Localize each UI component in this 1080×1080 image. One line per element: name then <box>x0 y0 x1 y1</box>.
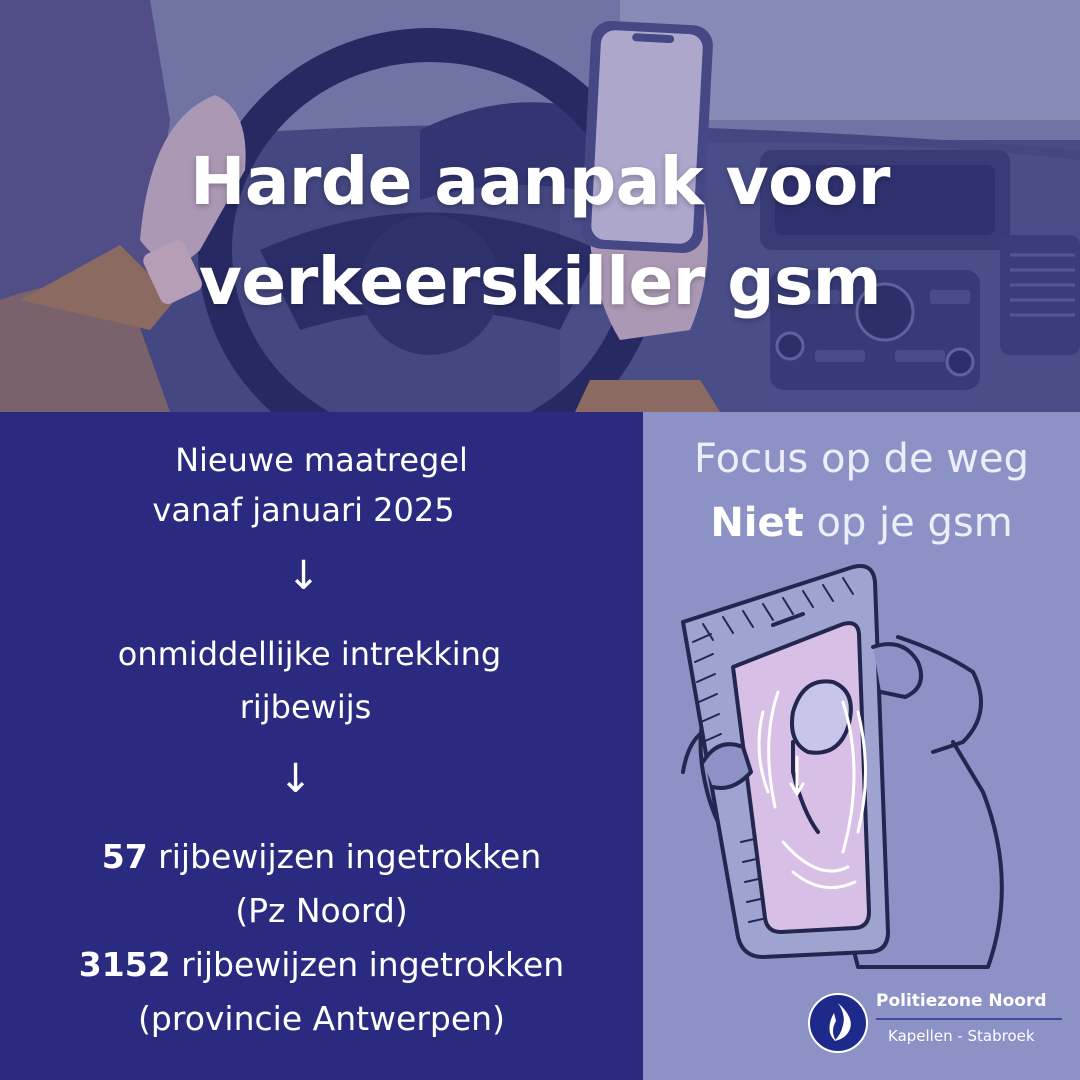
stat-pz-noord-text: rijbewijzen ingetrokken <box>147 837 542 876</box>
illustration-panel <box>643 412 1080 1080</box>
police-zone-subtitle: Kapellen - Stabroek <box>888 1027 1035 1045</box>
logo-divider <box>876 1018 1062 1020</box>
hero-title-line-2: verkeerskiller gsm <box>198 243 882 320</box>
hero-title <box>0 132 1080 332</box>
hero-title-line-1: Harde aanpak voor <box>190 143 890 220</box>
stat-pz-noord <box>0 830 643 884</box>
stat-pz-noord-number: 57 <box>101 837 148 876</box>
police-flame-icon <box>808 993 868 1053</box>
measure-line-2: rijbewijs <box>239 688 372 726</box>
stat-antwerpen-number: 3152 <box>78 945 171 984</box>
stat-antwerpen-scope: (provincie Antwerpen) <box>138 999 505 1038</box>
stat-antwerpen <box>0 938 643 992</box>
police-logo <box>808 987 1068 1067</box>
stat-pz-noord-scope: (Pz Noord) <box>235 891 408 930</box>
info-panel <box>0 412 643 1080</box>
slogan-line-1: Focus op de weg <box>694 436 1029 482</box>
slogan-rest: op je gsm <box>803 500 1013 546</box>
measure-intro-line-1: Nieuwe maatregel <box>175 441 468 479</box>
slogan-bold-word: Niet <box>710 500 804 546</box>
stat-antwerpen-text: rijbewijzen ingetrokken <box>170 945 565 984</box>
person-looking-at-phone-illustration <box>643 412 1080 1080</box>
hero-photo <box>0 0 1080 412</box>
police-zone-name: Politiezone Noord <box>876 991 1047 1011</box>
measure-line-1: onmiddellijke intrekking <box>117 635 502 673</box>
down-arrow-icon: ↓ <box>286 553 321 599</box>
measure-intro-line-2: vanaf januari 2025 <box>152 491 455 529</box>
down-arrow-icon: ↓ <box>278 756 313 802</box>
